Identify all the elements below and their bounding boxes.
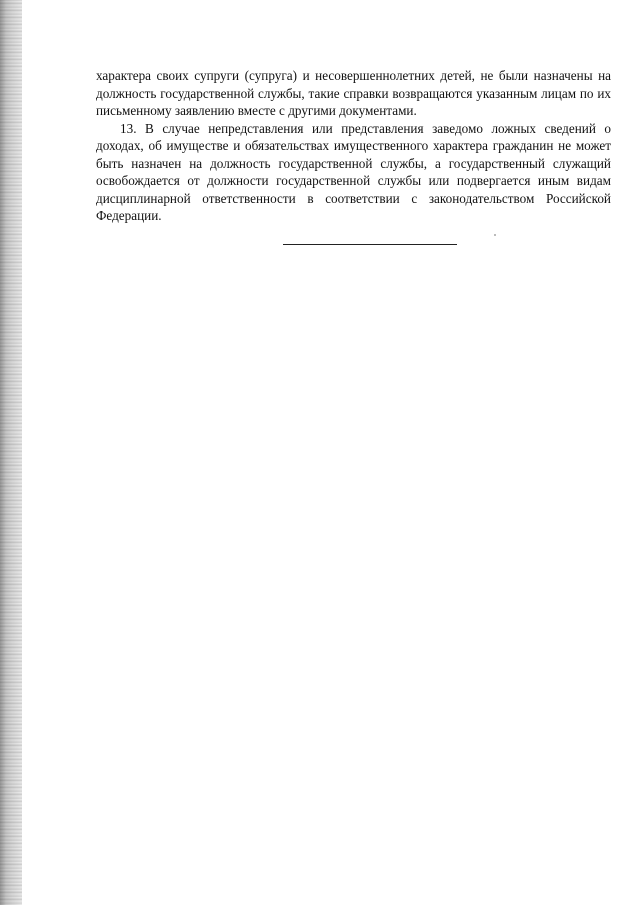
scan-edge-artifact: [0, 0, 22, 905]
paragraph-13: 13. В случае непредставления или представления заведомо ложных сведений о доходах, об имуществе и обязательствах имущественного характера гражданин не может быть назначен на должность государственной службы, а государственный служащий освобождается от должности государственной службы или подвергается иным видам дисциплинарной ответственности в соответствии с законодательством Российской Федерации.: [96, 120, 611, 223]
document-body: [96, 67, 611, 225]
closing-rule-divider: [283, 244, 457, 245]
scan-speck: [494, 234, 496, 236]
paragraph-continued: характера своих супруги (супруга) и несовершеннолетних детей, не были назначены на должность государственной службы, такие справки возвращаются указанным лицам по их письменному заявлению вместе с другими документами.: [96, 68, 611, 118]
